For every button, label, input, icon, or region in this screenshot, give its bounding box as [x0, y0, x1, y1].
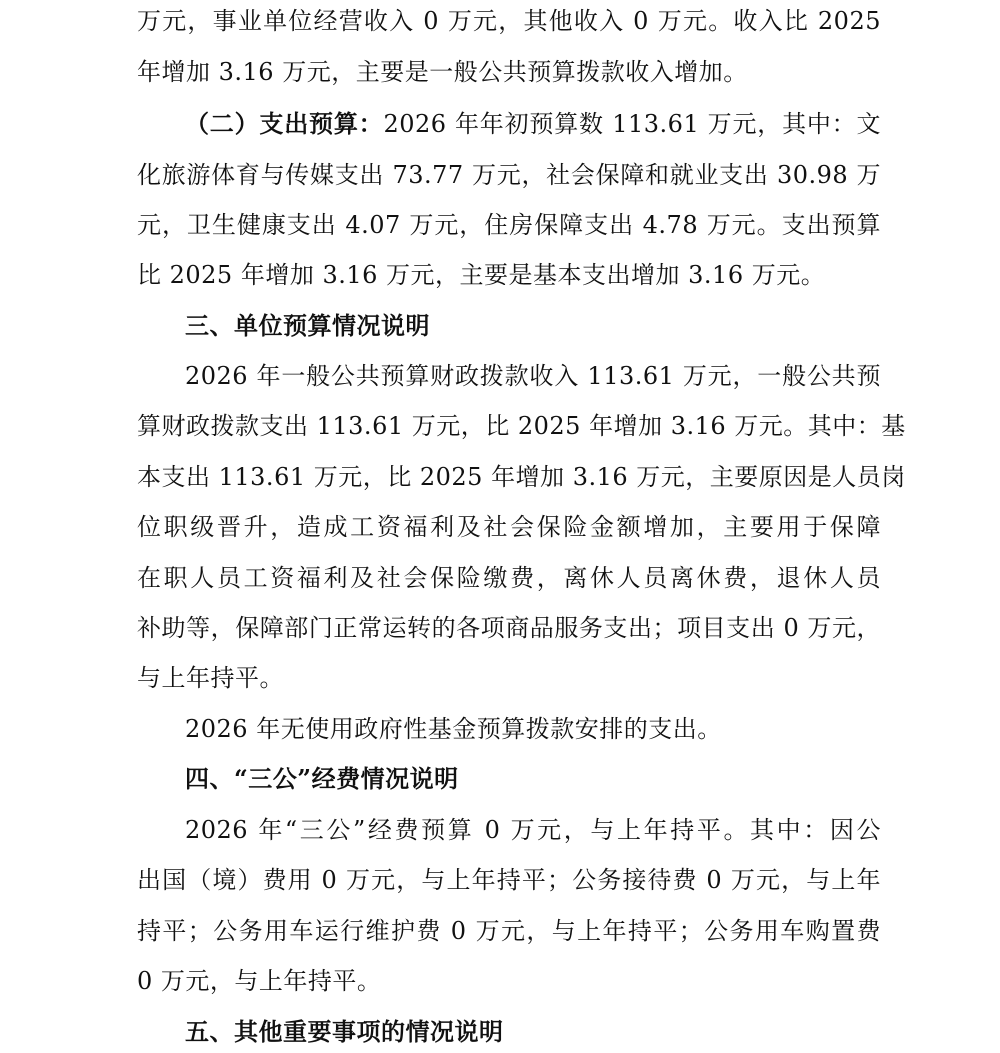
text-line-4: 化旅游体育与传媒支出 73.77 万元，社会保障和就业支出 30.98 万	[137, 161, 881, 189]
text-line-1: 万元，事业单位经营收入 0 万元，其他收入 0 万元。收入比 2025	[137, 7, 881, 35]
text-line-5: 元，卫生健康支出 4.07 万元，住房保障支出 4.78 万元。支出预算	[137, 211, 881, 239]
text-line-12: 在职人员工资福利及社会保险缴费，离休人员离休费，退休人员	[137, 564, 881, 592]
expenditure-budget-line	[185, 109, 881, 139]
section-heading-3: 三、单位预算情况说明	[185, 311, 430, 340]
section-heading-4: 四、“三公”经费情况说明	[185, 764, 459, 793]
text-line-20: 0 万元，与上年持平。	[137, 967, 382, 995]
text-line-18: 出国（境）费用 0 万元，与上年持平；公务接待费 0 万元，与上年	[137, 866, 881, 894]
text-line-2: 年增加 3.16 万元，主要是一般公共预算拨款收入增加。	[137, 58, 748, 86]
text-line-13: 补助等，保障部门正常运转的各项商品服务支出；项目支出 0 万元，	[137, 614, 881, 642]
text-line-6: 比 2025 年增加 3.16 万元，主要是基本支出增加 3.16 万元。	[137, 261, 826, 289]
expenditure-budget-text: 2026 年年初预算数 113.61 万元，其中：文	[383, 110, 881, 138]
text-line-19: 持平；公务用车运行维护费 0 万元，与上年持平；公务用车购置费	[137, 917, 881, 945]
text-line-11: 位职级晋升，造成工资福利及社会保险金额增加，主要用于保障	[137, 513, 881, 541]
section-heading-5: 五、其他重要事项的情况说明	[185, 1017, 504, 1046]
expenditure-budget-label: （二）支出预算：	[185, 109, 384, 138]
text-line-14: 与上年持平。	[137, 664, 284, 692]
text-line-9: 算财政拨款支出 113.61 万元，比 2025 年增加 3.16 万元。其中：基	[137, 412, 906, 440]
text-line-17: 2026 年“三公”经费预算 0 万元，与上年持平。其中：因公	[185, 816, 881, 844]
text-line-8: 2026 年一般公共预算财政拨款收入 113.61 万元，一般公共预	[185, 362, 881, 390]
text-line-10: 本支出 113.61 万元，比 2025 年增加 3.16 万元，主要原因是人员岗	[137, 463, 906, 491]
text-line-15: 2026 年无使用政府性基金预算拨款安排的支出。	[185, 715, 722, 743]
